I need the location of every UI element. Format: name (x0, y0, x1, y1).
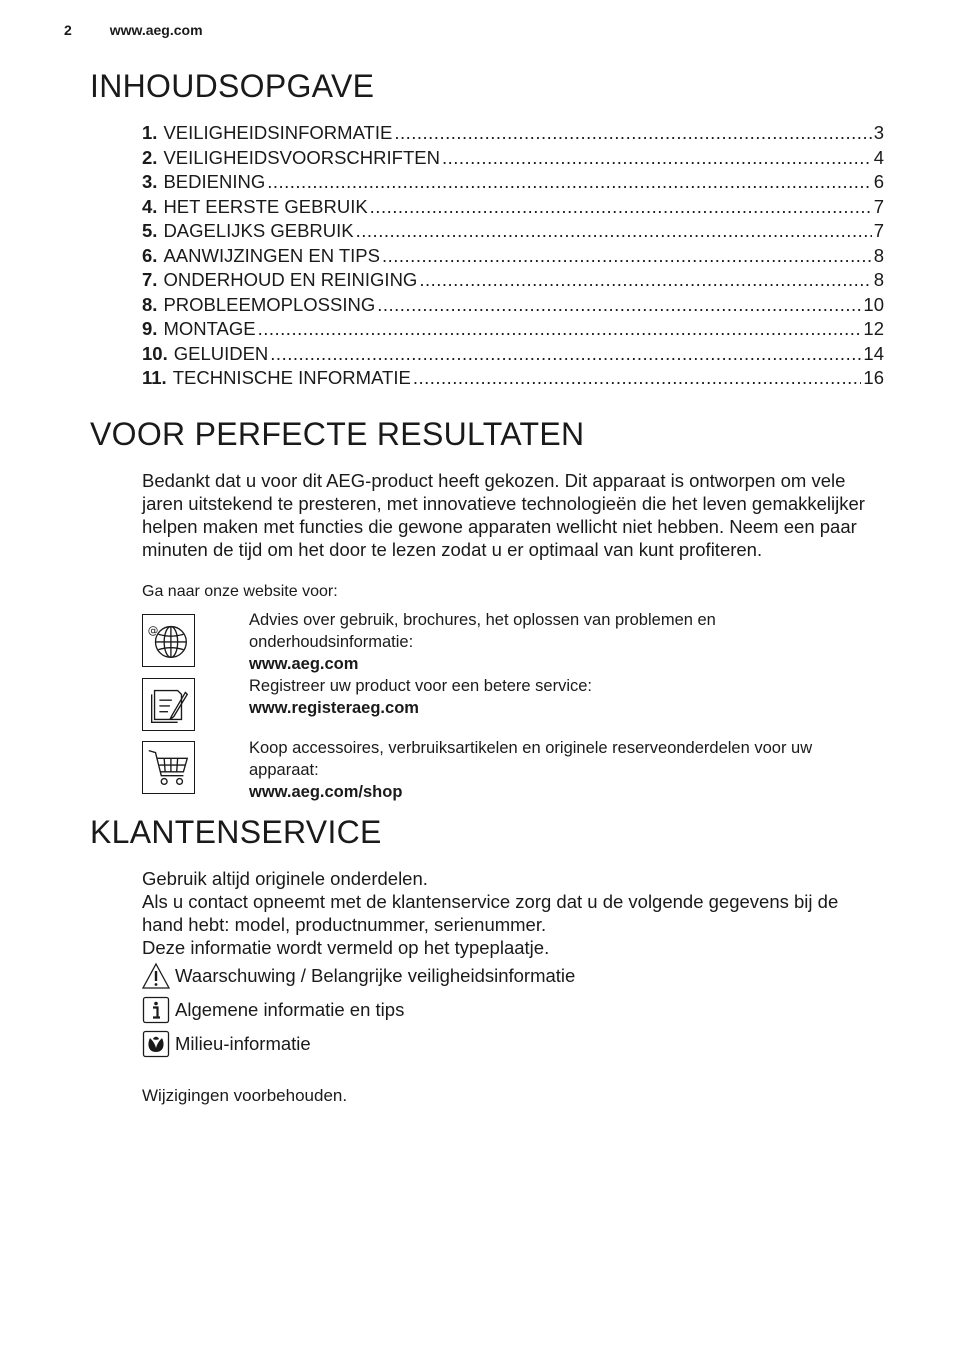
toc-item-label: PROBLEEMOPLOSSING (163, 293, 376, 315)
toc-leader (356, 219, 872, 244)
svg-text:@: @ (147, 625, 159, 638)
shopping-cart-icon (142, 741, 195, 794)
toc-item-page: 12 (863, 318, 884, 339)
legend-info (142, 996, 404, 1024)
website-shop-link[interactable]: www.aeg.com/shop (249, 783, 403, 801)
toc-item-label: AANWIJZINGEN EN TIPS (163, 244, 380, 266)
globe-icon (142, 614, 195, 667)
toc-item-number: 9. (142, 318, 158, 339)
legend-environment-label: Milieu-informatie (175, 1033, 311, 1054)
toc-leader (394, 121, 871, 146)
toc-leader (377, 293, 861, 318)
toc-item-label: VEILIGHEIDSVOORSCHRIFTEN (163, 146, 440, 168)
legend-warning-label: Waarschuwing / Belangrijke veiligheidsinformatie (175, 965, 576, 986)
info-icon (142, 996, 170, 1024)
website-register-text: Registreer uw product voor een betere service: (249, 677, 593, 695)
toc-item[interactable] (142, 317, 884, 342)
footer-note: Wijzigingen voorbehouden. (142, 1086, 348, 1105)
toc-item[interactable] (142, 268, 884, 293)
toc-item-label: GELUIDEN (173, 342, 269, 364)
toc-item-label: TECHNISCHE INFORMATIE (172, 367, 411, 388)
toc-item-label: VEILIGHEIDSINFORMATIE (163, 122, 393, 143)
website-advice (249, 609, 879, 675)
toc-item-page: 8 (873, 244, 884, 266)
toc-item-number: 6. (142, 244, 158, 266)
website-advice-link[interactable]: www.aeg.com (249, 655, 359, 673)
legend-info-label: Algemene informatie en tips (175, 999, 405, 1020)
service-line: Als u contact opneemt met de klantenservice zorg dat u de volgende gegevens bij de hand hebt: model, productnummer, serienummer. (142, 891, 839, 935)
toc-item-number: 1. (142, 122, 158, 143)
website-shop-text: Koop accessoires, verbruiksartikelen en originele reserveonderdelen voor uw apparaat: (249, 739, 813, 779)
legend-environment (142, 1030, 311, 1058)
section-title-service: KLANTENSERVICE (90, 814, 382, 850)
legend-warning (142, 962, 575, 990)
toc-item[interactable] (142, 121, 884, 146)
toc-item[interactable] (142, 342, 884, 367)
toc-item[interactable] (142, 146, 884, 171)
toc-item-page: 16 (863, 367, 884, 388)
website-label: Ga naar onze website voor: (142, 583, 338, 600)
toc-item-label: BEDIENING (163, 171, 266, 192)
toc-item-number: 7. (142, 269, 158, 290)
website-shop (249, 737, 879, 803)
register-icon (142, 678, 195, 731)
toc-item[interactable] (142, 170, 884, 195)
toc-item-number: 8. (142, 293, 158, 315)
toc-item-number: 3. (142, 171, 158, 192)
toc-item-page: 14 (863, 342, 884, 364)
toc-item-page: 6 (873, 171, 884, 192)
toc-leader (442, 146, 872, 171)
intro-paragraph: Bedankt dat u voor dit AEG-product heeft gekozen. Dit apparaat is ontworpen om vele jaren uitstekend te presteren, met innovatieve technologieën die het leven gemakkelijker helpen maken met functies die gewone apparaten wellicht niet hebben. Neem een paar minuten de tijd om het door te lezen zodat u er optimaal van kunt profiteren. (142, 470, 865, 560)
toc-item-page: 3 (873, 122, 884, 143)
toc-leader (413, 366, 862, 391)
toc-item-number: 4. (142, 195, 158, 217)
toc-item-label: DAGELIJKS GEBRUIK (163, 220, 354, 241)
toc-item-label: ONDERHOUD EN REINIGING (163, 269, 418, 290)
website-register (249, 675, 879, 719)
toc-item-number: 11. (142, 367, 167, 388)
toc-item[interactable] (142, 366, 884, 391)
toc-title: INHOUDSOPGAVE (90, 68, 375, 104)
toc-leader (370, 195, 872, 220)
toc-item-number: 10. (142, 342, 168, 364)
toc-item-page: 4 (873, 146, 884, 168)
toc-leader (267, 170, 871, 195)
page-header (64, 22, 203, 38)
website-advice-text: Advies over gebruik, brochures, het oplossen van problemen en onderhoudsinformatie: (249, 611, 716, 651)
toc-leader (258, 317, 862, 342)
toc-item-label: HET EERSTE GEBRUIK (163, 195, 368, 217)
toc-item-page: 7 (873, 195, 884, 217)
table-of-contents (142, 121, 884, 391)
header-url[interactable]: www.aeg.com (109, 22, 203, 38)
page-number: 2 (64, 22, 72, 38)
toc-item-label: MONTAGE (163, 318, 256, 339)
warning-icon (142, 962, 170, 990)
toc-item-number: 5. (142, 220, 158, 241)
toc-item[interactable] (142, 195, 884, 220)
toc-item-page: 8 (873, 269, 884, 290)
service-line: Gebruik altijd originele onderdelen. (142, 868, 428, 889)
service-line: Deze informatie wordt vermeld op het typeplaatje. (142, 937, 550, 958)
toc-item-page: 7 (873, 220, 884, 241)
service-text (142, 867, 882, 959)
toc-leader (270, 342, 861, 367)
toc-item-page: 10 (863, 293, 884, 315)
toc-item[interactable] (142, 293, 884, 318)
toc-leader (382, 244, 872, 269)
toc-item[interactable] (142, 244, 884, 269)
toc-item-number: 2. (142, 146, 158, 168)
toc-leader (419, 268, 871, 293)
toc-item[interactable] (142, 219, 884, 244)
website-register-link[interactable]: www.registeraeg.com (249, 699, 419, 717)
section-title-results: VOOR PERFECTE RESULTATEN (90, 416, 585, 452)
environment-icon (142, 1030, 170, 1058)
